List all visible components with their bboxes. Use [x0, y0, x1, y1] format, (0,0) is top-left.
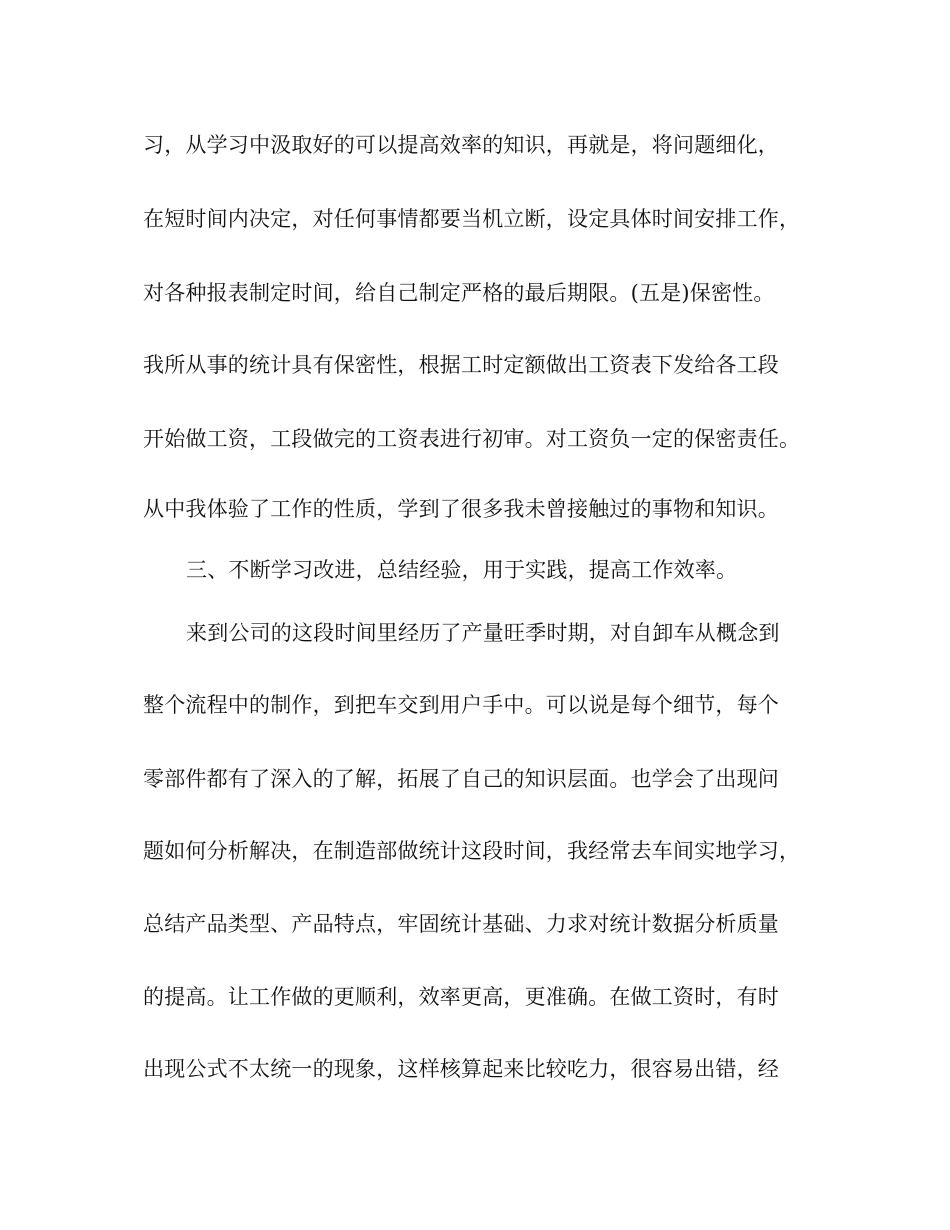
- text-line-3: 对各种报表制定时间，给自己制定严格的最后期限。(五是)保密性。: [143, 281, 775, 305]
- text-line-1: 习，从学习中汲取好的可以提高效率的知识，再就是，将问题细化，: [143, 133, 779, 157]
- text-line-12: 总结产品类型、产品特点，牢固统计基础、力求对统计数据分析质量: [143, 912, 779, 936]
- text-line-13: 的提高。让工作做的更顺利，效率更高，更准确。在做工资时，有时: [143, 985, 779, 1009]
- text-line-5: 开始做工资，工段做完的工资表进行初审。对工资负一定的保密责任。: [143, 427, 801, 451]
- text-line-6: 从中我体验了工作的性质，学到了很多我未曾接触过的事物和知识。: [143, 497, 779, 521]
- text-line-2: 在短时间内决定，对任何事情都要当机立断，设定具体时间安排工作，: [143, 207, 801, 231]
- text-line-10: 零部件都有了深入的了解，拓展了自己的知识层面。也学会了出现问: [143, 767, 779, 791]
- text-line-4: 我所从事的统计具有保密性，根据工时定额做出工资表下发给各工段: [143, 353, 779, 377]
- section-heading: 三、不断学习改进，总结经验，用于实践，提高工作效率。: [186, 558, 738, 582]
- text-line-9: 整个流程中的制作，到把车交到用户手中。可以说是每个细节，每个: [143, 693, 779, 717]
- text-line-11: 题如何分析解决，在制造部做统计这段时间，我经常去车间实地学习，: [143, 839, 801, 863]
- text-line-14: 出现公式不太统一的现象，这样核算起来比较吃力，很容易出错，经: [143, 1057, 779, 1081]
- text-line-8: 来到公司的这段时间里经历了产量旺季时期，对自卸车从概念到: [186, 621, 780, 645]
